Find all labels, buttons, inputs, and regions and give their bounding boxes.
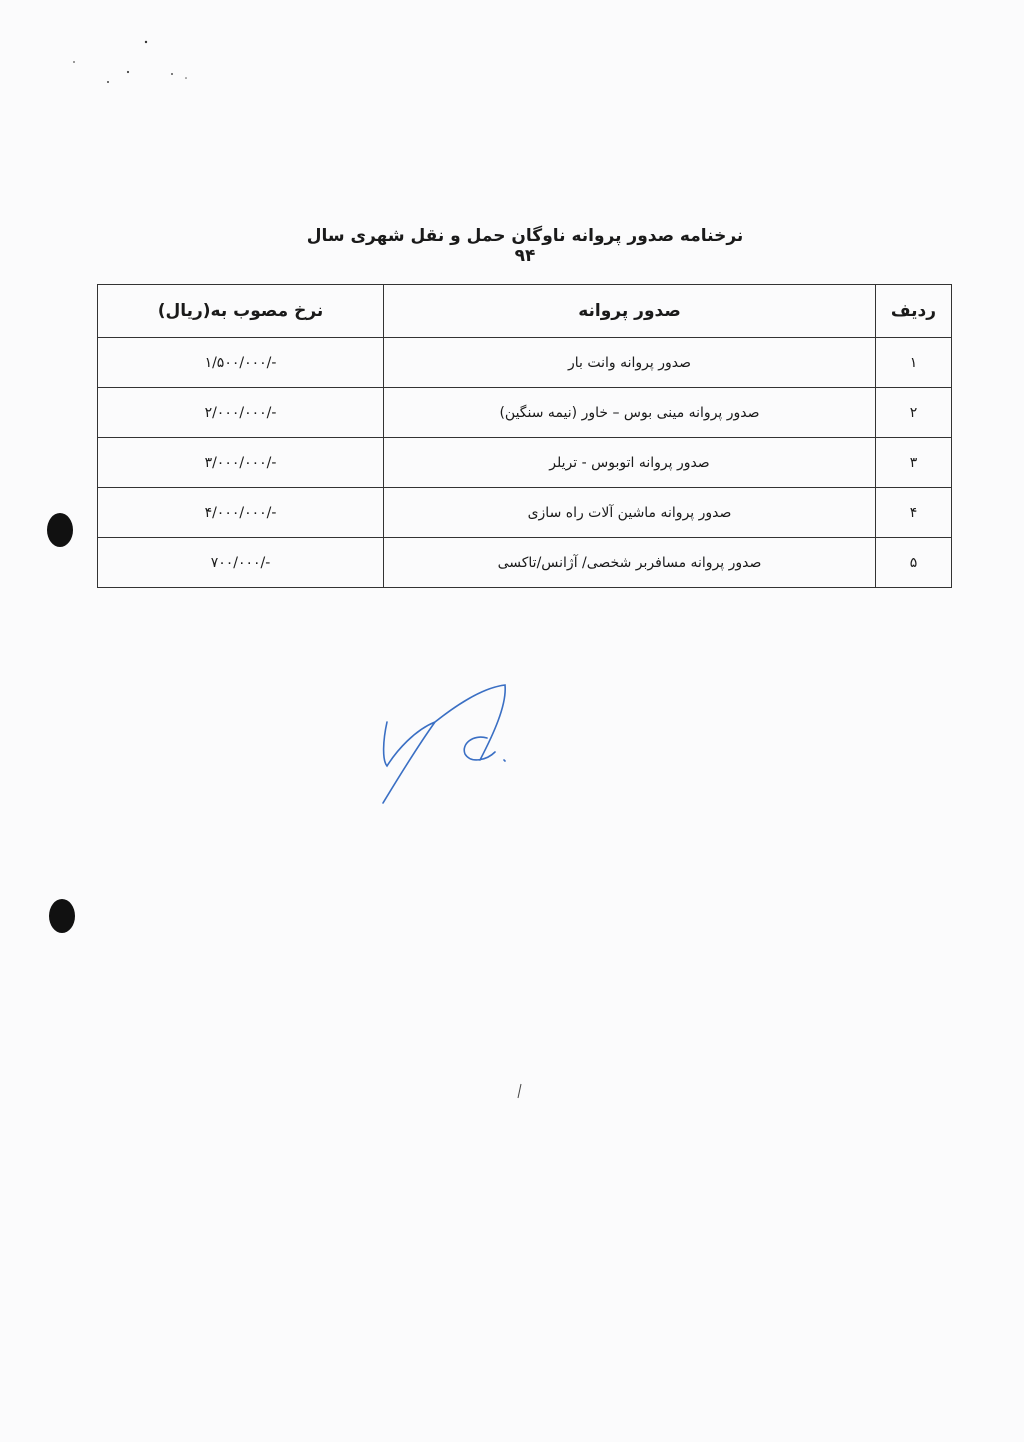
punch-hole (47, 513, 73, 547)
table-row (98, 488, 952, 538)
row-number-cell: ۱ (876, 338, 952, 388)
row-number-cell: ۳ (876, 438, 952, 488)
row-number-cell: ۵ (876, 538, 952, 588)
row-number-cell: ۲ (876, 388, 952, 438)
table-header-row (98, 285, 952, 338)
license-title-cell: صدور پروانه اتوبوس - تریلر (384, 438, 876, 488)
license-title-cell: صدور پروانه مینی بوس – خاور (نیمه سنگین) (384, 388, 876, 438)
handwritten-signature (375, 680, 515, 810)
table-row (98, 538, 952, 588)
document-title: نرخنامه صدور پروانه ناوگان حمل و نقل شهری سال ۹۴ (306, 226, 744, 266)
table-row (98, 438, 952, 488)
table-row (98, 338, 952, 388)
header-rate: نرخ مصوب به(ریال) (98, 285, 384, 338)
scan-specks (60, 30, 200, 90)
header-license: صدور پروانه (384, 285, 876, 338)
rate-cell: -/۴/۰۰۰/۰۰۰ (98, 488, 384, 538)
license-title-cell: صدور پروانه وانت بار (384, 338, 876, 388)
rate-cell: -/۱/۵۰۰/۰۰۰ (98, 338, 384, 388)
rate-cell: -/۳/۰۰۰/۰۰۰ (98, 438, 384, 488)
row-number-cell: ۴ (876, 488, 952, 538)
license-title-cell: صدور پروانه مسافربر شخصی/ آژانس/تاکسی (384, 538, 876, 588)
rate-cell: -/۷۰۰/۰۰۰ (98, 538, 384, 588)
header-row-number: ردیف (876, 285, 952, 338)
license-title-cell: صدور پروانه ماشین آلات راه سازی (384, 488, 876, 538)
rate-cell: -/۲/۰۰۰/۰۰۰ (98, 388, 384, 438)
rates-table (97, 284, 952, 588)
table-row (98, 388, 952, 438)
scan-mark (515, 1082, 525, 1102)
punch-hole (49, 899, 75, 933)
